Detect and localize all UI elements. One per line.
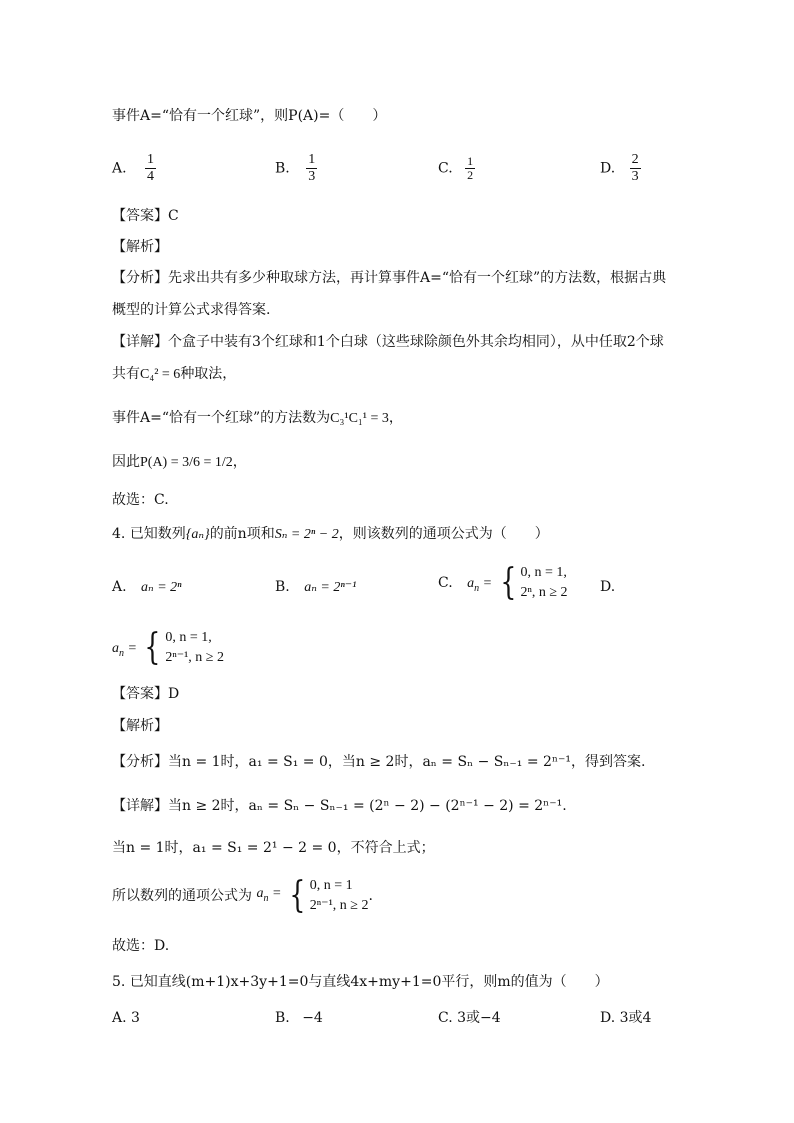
case-row: 2ⁿ, n ≥ 2 [520, 585, 568, 600]
xiangjie-tag: 【详解】 [112, 798, 168, 814]
option-value: 3或4 [619, 1010, 652, 1026]
text: ， [388, 410, 403, 426]
q5-option-c [438, 1008, 501, 1028]
option-letter: D. [600, 1010, 616, 1026]
xiangjie-text: 当n ≥ 2时，aₙ = Sₙ − Sₙ₋₁ = (2ⁿ − 2) − (2ⁿ⁻¹ − 2) = 2ⁿ⁻¹. [168, 798, 567, 814]
fraction-numerator: 2 [631, 152, 639, 167]
text: 所以数列的通项公式为 [112, 888, 252, 904]
combination-formula: C₄² = 6 [140, 367, 181, 382]
fenxi-text: 先求出共有多少种取球方法，再计算事件A=“恰有一个红球”的方法数，根据古典 [168, 270, 667, 286]
q4-analysis-tag: 【解析】 [112, 718, 168, 734]
text: 事件A=“恰有一个红球”的方法数为 [112, 410, 331, 426]
probability-formula: P(A) = 3/6 = 1/2， [140, 455, 247, 470]
fraction-denominator: 2 [467, 168, 474, 182]
fraction-denominator: 4 [147, 169, 155, 184]
text: 因此 [112, 454, 140, 470]
q3-xiangjie-line1 [112, 332, 664, 352]
option-letter: B. [275, 579, 290, 595]
answer-tag: 【答案】 [112, 208, 168, 224]
xiangjie-tag: 【详解】 [112, 334, 168, 350]
fraction-numerator: 1 [467, 154, 474, 168]
fraction-numerator: 1 [147, 152, 155, 167]
fraction-denominator: 3 [631, 169, 639, 184]
xiangjie-text: 个盒子中装有3个红球和1个白球（这些球除颜色外其余均相同），从中任取2个球 [168, 334, 664, 350]
option-letter: D. [600, 579, 616, 595]
option-value: 3 [131, 1010, 140, 1026]
q5-option-d [600, 1008, 651, 1028]
case-row: 2ⁿ⁻¹, n ≥ 2 [309, 898, 369, 913]
q3-fenxi-line2: 概型的计算公式求得答案. [112, 302, 271, 318]
q3-option-a [112, 152, 158, 185]
left-brace-icon: { [289, 875, 306, 916]
left-brace-icon: { [499, 562, 517, 603]
q4-conclusion: 故选：D. [112, 938, 170, 954]
sum-formula: Sₙ = 2ⁿ − 2 [274, 527, 339, 542]
case-row: 2ⁿ⁻¹, n ≥ 2 [165, 650, 224, 665]
answer-value: C [168, 208, 179, 224]
text: 共有 [112, 366, 140, 382]
option-letter: C. [438, 575, 453, 591]
q3-line3 [112, 408, 403, 429]
fenxi-text: 当n = 1时，a₁ = S₁ = 0，当n ≥ 2时，aₙ = Sₙ − Sₙ₋₁ = 2ⁿ⁻¹，得到答案. [168, 754, 646, 770]
option-letter: C. [438, 160, 453, 177]
q4-option-b [275, 577, 356, 598]
left-brace-icon: { [144, 627, 161, 668]
case-row: 0, n = 1, [165, 630, 212, 645]
q3-conclusion: 故选：C. [112, 492, 169, 508]
q3-answer [112, 206, 179, 226]
q3-option-c [438, 155, 477, 182]
fraction-denominator: 3 [308, 169, 316, 184]
option-value: −4 [302, 1010, 323, 1026]
q3-line4 [112, 452, 247, 473]
combination-formula: C₃¹C₁¹ = 3 [330, 411, 389, 426]
q4-line2: 当n = 1时，a₁ = S₁ = 2¹ − 2 = 0，不符合上式； [112, 840, 435, 856]
question-number: 5. [112, 974, 126, 990]
q4-xiangjie [112, 796, 567, 816]
q4-option-a [112, 577, 182, 598]
q5-stem [112, 972, 609, 992]
q5-option-b [275, 1008, 323, 1028]
option-letter: A. [112, 579, 127, 595]
text: ，则该数列的通项公式为（ ） [338, 526, 549, 542]
fraction-numerator: 1 [308, 152, 316, 167]
sequence-symbol: {aₙ} [185, 527, 210, 542]
q3-option-d [600, 152, 643, 185]
option-formula: aₙ = 2ⁿ⁻¹ [304, 580, 357, 595]
case-row: 0, n = 1 [309, 878, 353, 893]
option-letter: A. [112, 160, 127, 177]
option-letter: D. [600, 160, 616, 177]
option-letter: A. [112, 1010, 127, 1026]
q4-line3: 所以数列的通项公式为 $a_n$ = { 0, n = 1 2ⁿ⁻¹, n ≥ 2 . [112, 875, 373, 916]
q4-option-d-formula: $a_n$ = { 0, n = 1, 2ⁿ⁻¹, n ≥ 2 [112, 627, 224, 668]
answer-value: D [168, 686, 180, 702]
question-number: 4. [112, 526, 126, 542]
text: . [368, 888, 373, 904]
fenxi-tag: 【分析】 [112, 754, 168, 770]
text: 已知直线(m+1)x+3y+1=0与直线4x+my+1=0平行，则m的值为（ ） [129, 974, 609, 990]
option-letter: B. [275, 160, 290, 177]
q4-fenxi [112, 752, 645, 772]
text: 的前n项和 [209, 526, 275, 542]
q3-analysis-tag: 【解析】 [112, 239, 168, 255]
q4-option-c: C. $a_n$ = { 0, n = 1, 2ⁿ, n ≥ 2 [438, 562, 568, 603]
q3-xiangjie-line2 [112, 364, 236, 385]
option-formula: aₙ = 2ⁿ [141, 580, 182, 595]
text: 已知数列 [129, 526, 186, 542]
q4-option-d [600, 577, 615, 597]
case-row: 0, n = 1, [520, 565, 567, 580]
answer-tag: 【答案】 [112, 686, 168, 702]
q4-stem [112, 524, 549, 545]
q3-fenxi-line1 [112, 268, 666, 288]
option-value: 3或−4 [457, 1010, 501, 1026]
option-letter: B. [275, 1010, 290, 1026]
option-letter: C. [438, 1010, 453, 1026]
q4-answer [112, 684, 179, 704]
q5-option-a [112, 1008, 140, 1028]
q3-option-b [275, 152, 319, 185]
fenxi-tag: 【分析】 [112, 270, 168, 286]
text: 种取法， [180, 366, 237, 382]
q3-stem: 事件A=“恰有一个红球”，则P(A)=（ ） [112, 108, 387, 124]
